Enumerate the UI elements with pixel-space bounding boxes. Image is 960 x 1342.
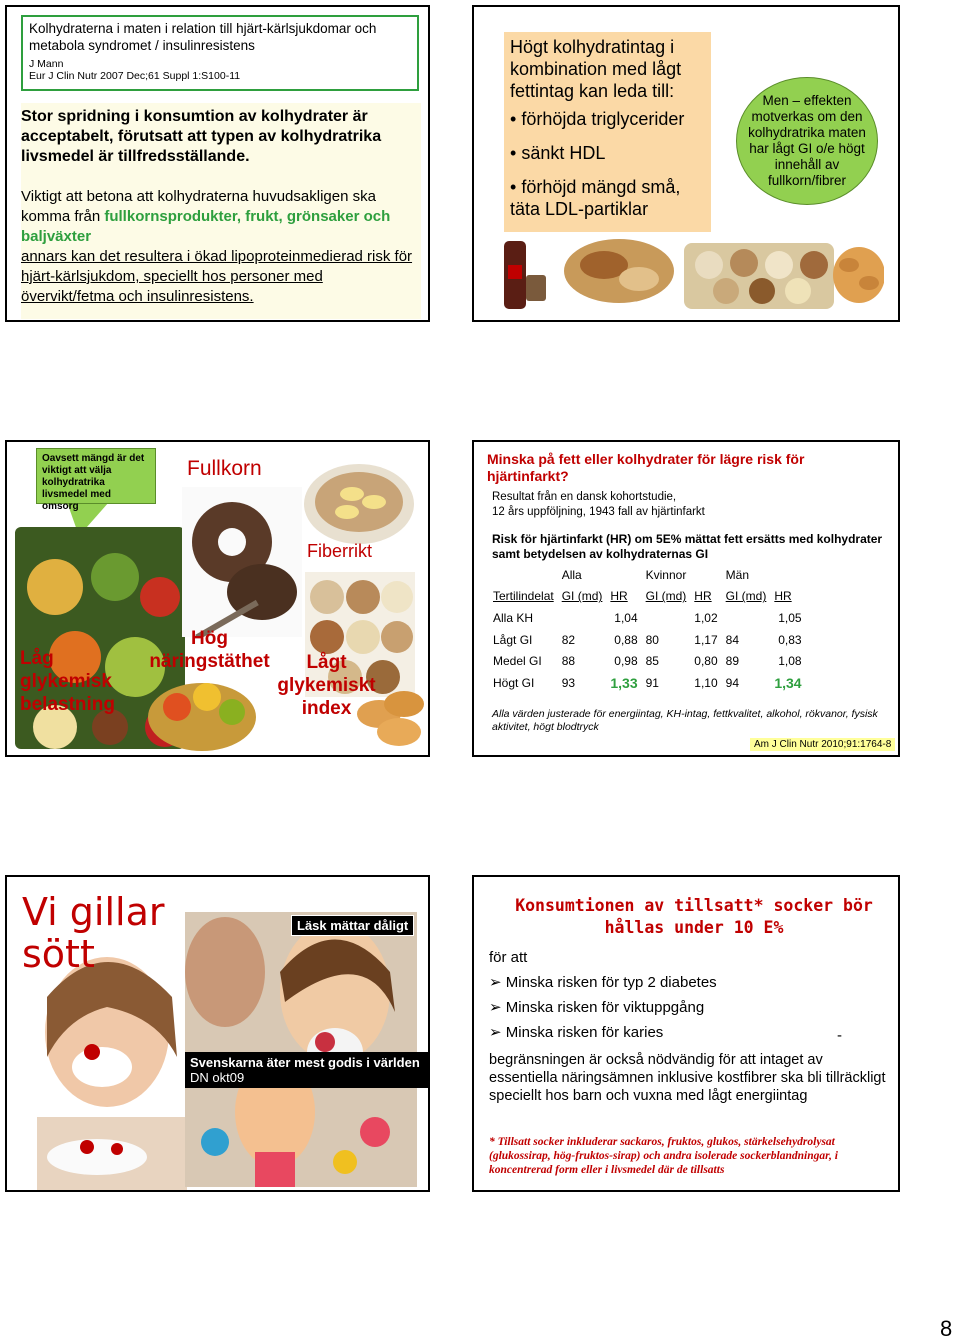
cell: 88: [561, 654, 576, 669]
column-header: HR: [610, 589, 628, 604]
food-photos: [504, 235, 884, 315]
cell: 1,04: [614, 610, 638, 625]
slide-fat-vs-carbs-study: [472, 440, 900, 757]
cell: 89: [725, 654, 740, 669]
cell: 82: [561, 632, 576, 647]
caption-source: DN okt09: [190, 1070, 245, 1085]
cell: [722, 607, 771, 629]
cell: 1,08: [778, 654, 802, 669]
body-paragraph: [21, 187, 419, 307]
muesli-bowl-photo: [302, 454, 417, 546]
reference-title: Kolhydraterna i maten i relation till hjärt-kärlsjukdomar och metabola syndromet / insulinresistens: [29, 21, 377, 53]
cell: Alla KH: [493, 610, 534, 625]
list-item: ➢ Minska risken för viktuppgång: [489, 998, 869, 1023]
caption-svenskarna: [185, 1052, 428, 1088]
label-lag-glykemisk-belastning: Låg glykemisk belastning: [20, 648, 116, 715]
effects-list: [510, 108, 705, 220]
slide-added-sugar: [472, 875, 900, 1192]
label-lagt-glykemiskt-index: Lågt glykemiskt index: [277, 652, 376, 719]
cell: 85: [645, 654, 659, 669]
cell-highlight: 1,34: [774, 674, 802, 691]
counter-effect-circle: [736, 77, 878, 205]
cell: [642, 607, 691, 629]
wholegrain-bread-photo: [182, 487, 302, 637]
slide-title: Vi gillar sött: [22, 890, 165, 976]
caption-lask: Läsk mättar dåligt: [291, 915, 414, 936]
reference-author: J Mann: [29, 58, 64, 70]
glass-image: [526, 275, 546, 301]
results-table: [489, 564, 806, 694]
kids-candy-photo: [185, 912, 417, 1187]
slide-high-carb-effects: [472, 5, 900, 322]
table-row: [489, 629, 806, 651]
cell: 1,02: [694, 610, 718, 625]
potatoes-image: [833, 247, 884, 303]
list-item: • förhöjda triglycerider: [510, 108, 705, 130]
effects-title: Högt kolhydratintag i kombination med lågt fettintag kan leda till:: [510, 37, 682, 101]
cell: 1,17: [694, 632, 718, 647]
body-end: annars kan det resultera i ökad lipoproteinmedierad risk för hjärt-kärlsjukdom, speciellt hos personer med övervikt/fetma och insulinresistens.: [21, 248, 413, 305]
study-line: Resultat från en dansk kohortstudie,: [492, 491, 677, 503]
group-header: Män: [725, 567, 749, 582]
slide-carbs-cvd: [5, 5, 430, 322]
slide-heading: Konsumtionen av tillsatt* socker bör hållas under 10 E%: [515, 896, 873, 937]
group-header: Alla: [561, 567, 582, 582]
cell: 0,98: [614, 654, 638, 669]
benefits-list: [489, 973, 869, 1048]
caption-text: Svenskarna äter mest godis i världen: [190, 1055, 420, 1070]
cell-highlight: 1,33: [610, 674, 638, 691]
fruit-basket-photo: [147, 667, 257, 752]
cell: 91: [645, 675, 659, 690]
slide-choose-carbs: [5, 440, 430, 757]
intro-text: för att: [489, 949, 528, 966]
table-row: [489, 650, 806, 672]
cell: 0,80: [694, 654, 718, 669]
slide-heading: Minska på fett eller kolhydrater för lägre risk för hjärtinfarkt?: [487, 451, 805, 484]
column-header: HR: [774, 589, 792, 604]
table-header-row: [489, 586, 806, 608]
table-group-row: [489, 564, 806, 586]
cell: Högt GI: [493, 675, 535, 690]
list-item: ➢ Minska risken för typ 2 diabetes: [489, 973, 869, 998]
cell: [558, 607, 607, 629]
label-fiberrikt: Fiberrikt: [307, 541, 373, 561]
reference-journal: Eur J Clin Nutr 2007 Dec;61 Suppl 1:S100-11: [29, 70, 241, 82]
cell: 93: [561, 675, 576, 690]
column-header: Tertilindelat: [493, 589, 554, 604]
footnote: * Tillsatt socker inkluderar sackaros, fruktos, glukos, stärkelsehydrolysat (glukossirap, hög-fruktos-sirap) och andra isolerade sockerblandningar, i koncentrerad form eller i livsmedel där de tillsatts: [489, 1136, 838, 1176]
list-item: • förhöjd mängd små, täta LDL-partiklar: [510, 176, 705, 220]
citation: Am J Clin Nutr 2010;91:1764-8: [750, 738, 895, 751]
label-fullkorn: Fullkorn: [187, 457, 262, 480]
cell: 0,88: [614, 632, 638, 647]
cell: Lågt GI: [493, 632, 533, 647]
column-header: GI (md): [725, 589, 767, 604]
circle-text: Men – effekten motverkas om den kolhydratrika maten har lågt GI o/e högt innehåll av fullkorn/fibrer: [748, 93, 866, 188]
cell: 84: [725, 632, 740, 647]
slide-we-like-sweet: [5, 875, 430, 1192]
lead-text: Stor spridning i konsumtion av kolhydrater är acceptabelt, förutsatt att typen av kolhydratrika livsmedel är tillfredsställande.: [21, 108, 382, 165]
effects-box: [504, 32, 711, 232]
body-paragraph: begränsningen är också nödvändig för att intaget av essentiella näringsämnen inklusive kostfibrer ska bli tillräckligt speciellt hos barn och vuxna med lågt energiintag: [489, 1052, 886, 1104]
group-header: Kvinnor: [645, 567, 687, 582]
speech-bubble: Oavsett mängd är det viktigt att välja kolhydratrika livsmedel med omsorg: [36, 448, 156, 504]
table-row: [489, 672, 806, 694]
cell: 94: [725, 675, 740, 690]
column-header: GI (md): [561, 589, 603, 604]
cell: 1,05: [778, 610, 802, 625]
cell: Medel GI: [493, 654, 542, 669]
list-item: ➢ Minska risken för karies: [489, 1023, 869, 1048]
cell: 1,10: [694, 675, 718, 690]
body-start: Viktigt att betona att kolhydraterna huvudsakligen ska komma från: [21, 188, 376, 225]
reference-box: [21, 15, 419, 91]
column-header: HR: [694, 589, 712, 604]
body-highlight: fullkornsprodukter, frukt, grönsaker och baljväxter: [21, 208, 391, 245]
study-line: 12 års uppföljning, 1943 fall av hjärtinfarkt: [492, 506, 705, 518]
cell: 0,83: [778, 632, 802, 647]
column-header: GI (md): [645, 589, 687, 604]
table-caption: Risk för hjärtinfarkt (HR) om 5E% mättat fett ersätts med kolhydrater samt betydelsen av kolhydraternas GI: [492, 532, 883, 561]
page-number: 8: [940, 1316, 953, 1341]
cell: 80: [645, 632, 659, 647]
list-item: • sänkt HDL: [510, 142, 705, 164]
table-row: [489, 607, 806, 629]
table-note: Alla värden justerade för energiintag, KH-intag, fettkvalitet, alkohol, rökvanor, fysisk aktivitet, högt blodtryck: [492, 708, 878, 733]
dash: -: [837, 1027, 842, 1044]
label-hog-naringstathet: Hög näringstäthet: [149, 628, 270, 672]
study-description: [492, 490, 705, 520]
